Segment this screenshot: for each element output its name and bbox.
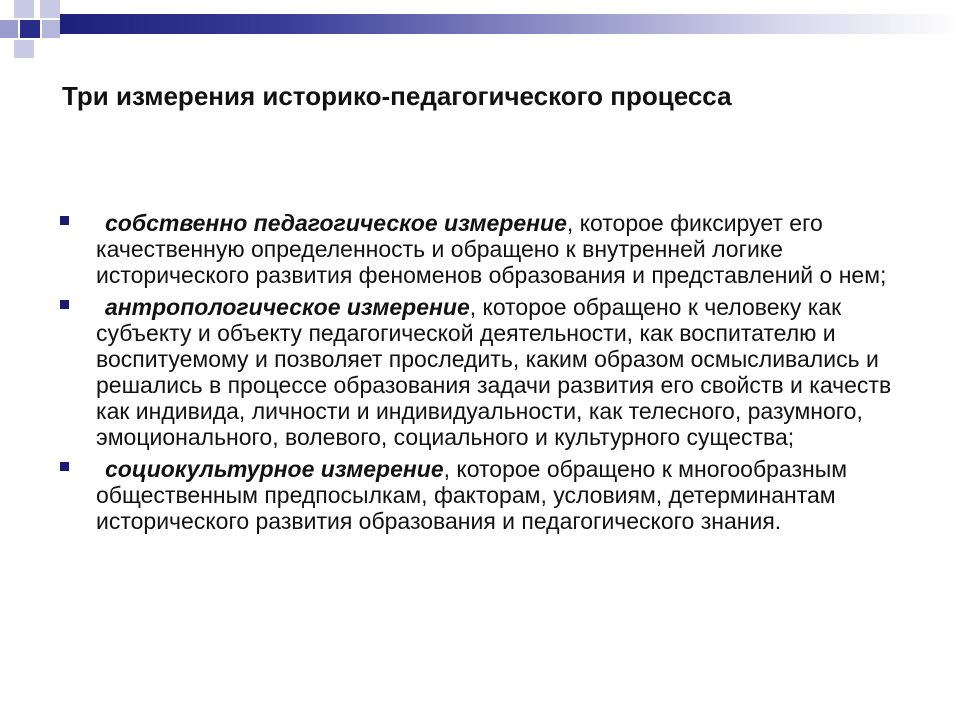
bullet-item-anthropological <box>60 294 910 450</box>
bullet-term: антропологическое измерение <box>105 294 470 320</box>
square-bullet-icon <box>60 462 69 471</box>
bullet-term: социокультурное измерение <box>105 456 444 482</box>
bullet-item-sociocultural <box>60 456 910 534</box>
square-bullet-icon <box>60 300 69 309</box>
bullet-list <box>60 210 910 540</box>
square-bullet-icon <box>60 216 69 225</box>
bullet-text: , которое обращено к человеку как субъекту и объекту педагогической деятельности, как воспитателю и воспитуемому и позволяет проследить, каким образом осмысливались и решались в процессе образования задачи развития его свойств и качеств как индивида, личности и индивидуальности, как телесного, разумного, эмоционального, волевого, социального и культурного существа; <box>96 294 892 450</box>
header-gradient-bar <box>60 14 960 34</box>
bullet-text: , которое обращено к многообразным общественным предпосылкам, факторам, условиям, детерминантам исторического развития образования и педагогического знания. <box>96 456 848 534</box>
bullet-term: собственно педагогическое измерение <box>105 210 567 236</box>
bullet-text: , которое фиксирует его качественную определенность и обращено к внутренней логике исторического развития феноменов образования и представлений о нем; <box>96 210 887 288</box>
bullet-item-pedagogical <box>60 210 910 288</box>
slide-title: Три измерения историко-педагогического процесса <box>62 81 732 111</box>
